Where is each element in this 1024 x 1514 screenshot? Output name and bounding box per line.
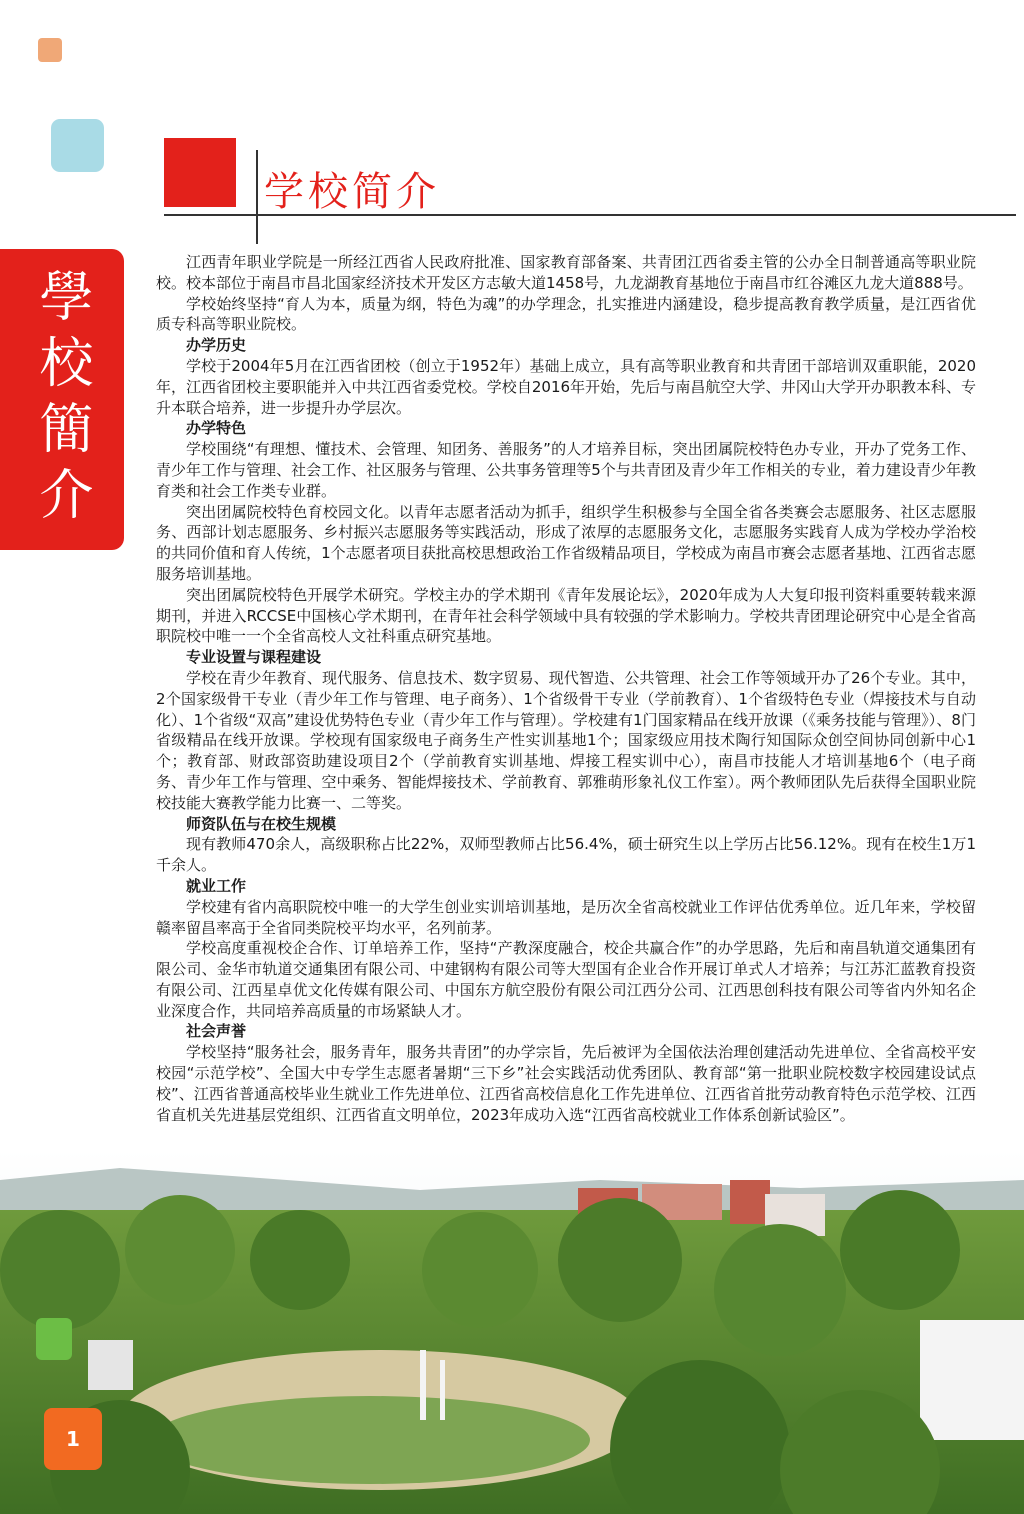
intro-paragraph: 江西青年职业学院是一所经江西省人民政府批准、国家教育部备案、共青团江西省委主管的公办全日制普通高等职业院校。校本部位于南昌市昌北国家经济技术开发区方志敏大道1458号，九龙湖教育基地位于南昌市红谷滩区九龙大道888号。	[156, 253, 976, 292]
decorative-green-square	[36, 1318, 72, 1360]
features-paragraph-2: 突出团属院校特色育校园文化。以青年志愿者活动为抓手，组织学生积极参与全国全省各类赛会志愿服务、社区志愿服务、西部计划志愿服务、乡村振兴志愿服务等实践活动，形成了浓厚的志愿服务文化，志愿服务实践育人成为学校办学治校的共同价值和育人传统，1个志愿者项目获批高校思想政治工作省级精品项目，学校成为南昌市赛会志愿者基地、江西省志愿服务培训基地。	[156, 502, 976, 583]
employment-paragraph-2: 学校高度重视校企合作、订单培养工作，坚持“产教深度融合，校企共赢合作”的办学思路，先后和南昌轨道交通集团有限公司、金华市轨道交通集团有限公司、中建钢构有限公司等大型国有企业合作开展订单式人才培养；与江苏汇蓝教育投资有限公司、江西星卓优文化传媒有限公司、中国东方航空股份有限公司江西分公司、江西思创科技有限公司等省内外知名企业深度合作，共同培养高质量的市场紧缺人才。	[156, 939, 976, 1020]
section-heading-features: 办学特色	[186, 419, 247, 438]
section-heading-faculty: 师资队伍与在校生规模	[186, 814, 337, 833]
features-paragraph-1: 学校围绕“有理想、懂技术、会管理、知团务、善服务”的人才培养目标，突出团属院校特色办专业，开办了党务工作、青少年工作与管理、社会工作、社区服务与管理、公共事务管理等5个与共青团及青少年工作相关的专业，着力建设青少年教育类和社会工作类专业群。	[156, 440, 976, 500]
history-paragraph: 学校于2004年5月在江西省团校（创立于1952年）基础上成立，具有高等职业教育和共青团干部培训双重职能，2020年，江西省团校主要职能并入中共江西省委党校。学校自2016年开始，先后与南昌航空大学、井冈山大学开办职教本科、专升本联合培养，进一步提升办学层次。	[156, 356, 976, 417]
title-red-block	[164, 138, 236, 207]
section-heading-reputation: 社会声誉	[186, 1022, 247, 1041]
article-body	[156, 252, 976, 1125]
page-title: 学校简介	[264, 169, 440, 215]
decorative-blue-square	[51, 119, 104, 172]
campus-aerial-photo	[0, 1150, 1024, 1514]
philosophy-paragraph: 学校始终坚持“育人为本，质量为纲，特色为魂”的办学理念，扎实推进内涵建设，稳步提高教育教学质量，是江西省优质专科高等职业院校。	[156, 294, 976, 334]
reputation-paragraph: 学校坚持“服务社会，服务青年，服务共青团”的办学宗旨，先后被评为全国依法治理创建活动先进单位、全省高校平安校园“示范学校”、全国大中专学生志愿者暑期“三下乡”社会实践活动优秀团队、教育部“第一批职业院校数字校园建设试点校”、江西省普通高校毕业生就业工作先进单位、江西省高校信息化工作先进单位、江西省首批劳动教育特色示范学校、江西省直机关先进基层党组织、江西省直文明单位，2023年成功入选“江西省高校就业工作体系创新试验区”。	[156, 1043, 976, 1124]
title-vertical-rule	[256, 150, 258, 244]
section-heading-employment: 就业工作	[186, 876, 247, 895]
employment-paragraph-1: 学校建有省内高职院校中唯一的大学生创业实训培训基地，是历次全省高校就业工作评估优秀单位。近几年来，学校留赣率留昌率高于全省同类院校平均水平，名列前茅。	[156, 897, 976, 937]
features-paragraph-3: 突出团属院校特色开展学术研究。学校主办的学术期刊《青年发展论坛》，2020年成为人大复印报刊资料重要转载来源期刊，并进入RCCSE中国核心学术期刊，在青年社会科学领域中具有较强的学术影响力。学校共青团理论研究中心是全省高职院校中唯一一个全省高校人文社科重点研究基地。	[156, 585, 976, 646]
majors-paragraph: 学校在青少年教育、现代服务、信息技术、数字贸易、现代智造、公共管理、社会工作等领域开办了26个专业。其中，2个国家级骨干专业（青少年工作与管理、电子商务）、1个省级骨干专业（学前教育）、1个省级特色专业（焊接技术与自动化）、1个省级“双高”建设优势特色专业（青少年工作与管理）。学校建有1门国家精品在线开放课（《乘务技能与管理》）、8门省级精品在线开放课。学校现有国家级电子商务生产性实训基地1个；国家级应用技术陶行知国际众创空间协同创新中心1个；教育部、财政部资助建设项目2个（学前教育实训基地、焊接工程实训中心），南昌市技能人才培训基地6个（电子商务、青少年工作与管理、空中乘务、智能焊接技术、学前教育、郭雅萌形象礼仪工作室）。两个教师团队先后获得全国职业院校技能大赛教学能力比赛一、二等奖。	[156, 668, 976, 812]
section-heading-majors: 专业设置与课程建设	[186, 648, 322, 667]
side-title-tab	[0, 249, 124, 550]
page-number: 1	[66, 1427, 80, 1451]
decorative-orange-square	[38, 38, 62, 62]
section-heading-history: 办学历史	[186, 336, 247, 355]
side-title-text: 學校簡介	[31, 267, 94, 532]
page-number-badge	[44, 1408, 102, 1470]
faculty-paragraph: 现有教师470余人，高级职称占比22%，双师型教师占比56.4%，硕士研究生以上学历占比56.12%。现有在校生1万1千余人。	[156, 835, 976, 875]
